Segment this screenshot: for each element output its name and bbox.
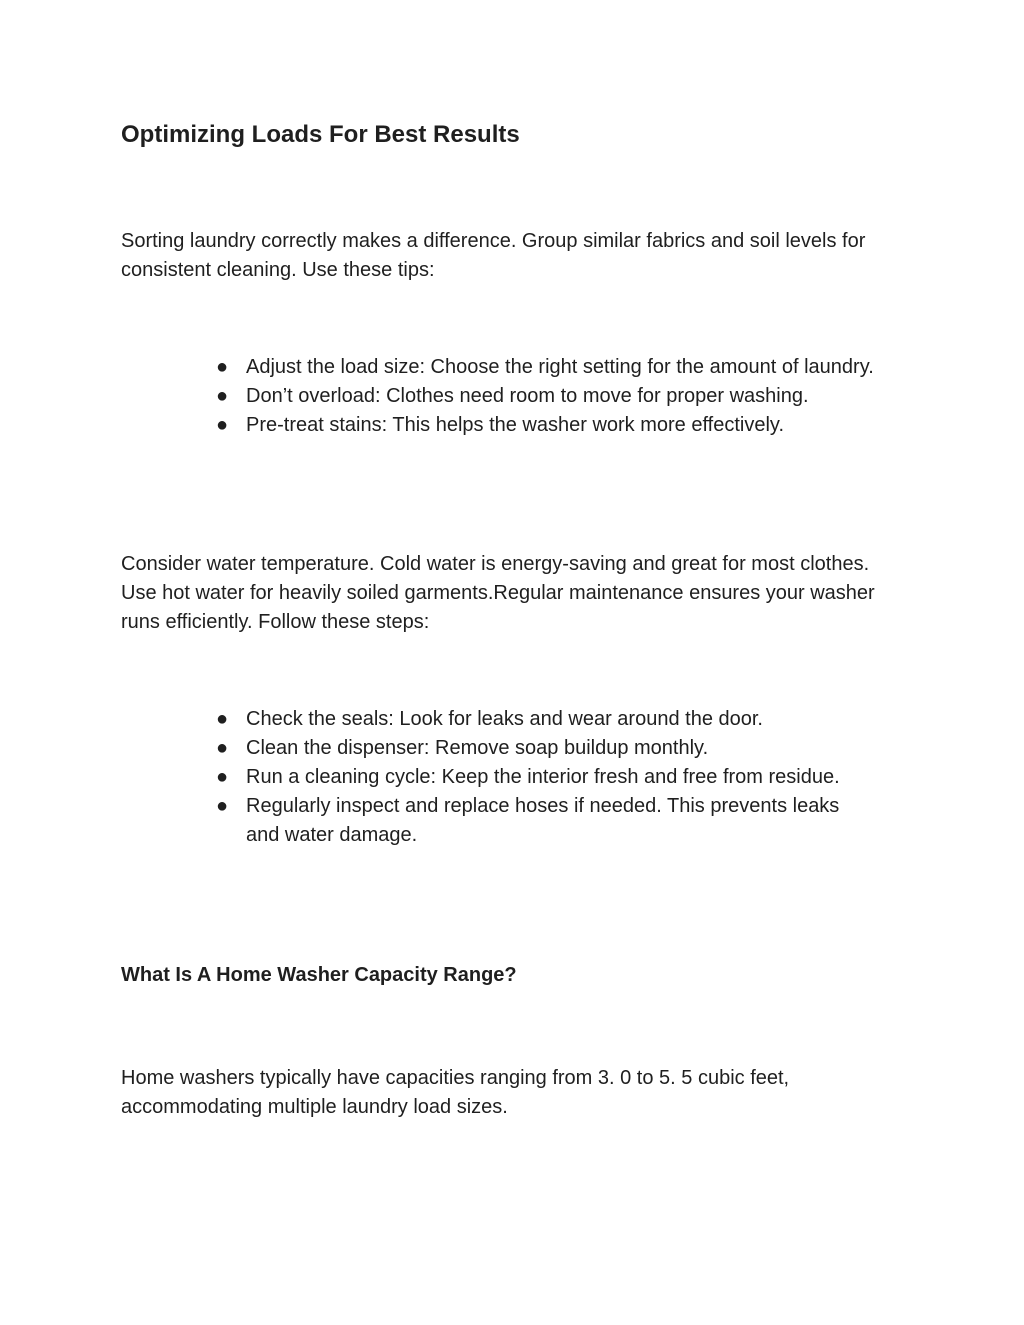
list-item bbox=[216, 763, 876, 792]
bullet-icon: ● bbox=[216, 385, 229, 407]
list-item-text: Check the seals: Look for leaks and wear around the door. bbox=[246, 708, 763, 730]
intro-paragraph: Sorting laundry correctly makes a difference. Group similar fabrics and soil levels for consistent cleaning. Use these tips: bbox=[121, 230, 866, 281]
list-item bbox=[216, 792, 876, 850]
list-item-text: Don’t overload: Clothes need room to move for proper washing. bbox=[246, 385, 809, 407]
section-heading: What Is A Home Washer Capacity Range? bbox=[121, 964, 517, 986]
bullet-icon: ● bbox=[216, 708, 229, 730]
bullet-icon: ● bbox=[216, 356, 229, 378]
temperature-paragraph: Consider water temperature. Cold water is energy-saving and great for most clothes. Use hot water for heavily soiled garments.Regular maintenance ensures your washer runs efficiently. Follow these steps: bbox=[121, 553, 875, 633]
list-item bbox=[216, 353, 876, 382]
list-item bbox=[216, 734, 876, 763]
bullet-icon: ● bbox=[216, 795, 229, 817]
load-tips-list bbox=[216, 353, 876, 440]
maintenance-steps-list bbox=[216, 705, 876, 850]
bullet-icon: ● bbox=[216, 766, 229, 788]
list-item bbox=[216, 705, 876, 734]
capacity-paragraph: Home washers typically have capacities ranging from 3. 0 to 5. 5 cubic feet, accommodating multiple laundry load sizes. bbox=[121, 1067, 790, 1118]
list-item-text: Adjust the load size: Choose the right setting for the amount of laundry. bbox=[246, 356, 874, 378]
list-item-text: Pre-treat stains: This helps the washer work more effectively. bbox=[246, 414, 784, 436]
list-item-text: Regularly inspect and replace hoses if needed. This prevents leaks and water damage. bbox=[246, 795, 840, 846]
bullet-icon: ● bbox=[216, 414, 229, 436]
list-item bbox=[216, 382, 876, 411]
list-item bbox=[216, 411, 876, 440]
page-title: Optimizing Loads For Best Results bbox=[121, 121, 520, 148]
list-item-text: Clean the dispenser: Remove soap buildup monthly. bbox=[246, 737, 709, 759]
bullet-icon: ● bbox=[216, 737, 229, 759]
list-item-text: Run a cleaning cycle: Keep the interior fresh and free from residue. bbox=[246, 766, 840, 788]
